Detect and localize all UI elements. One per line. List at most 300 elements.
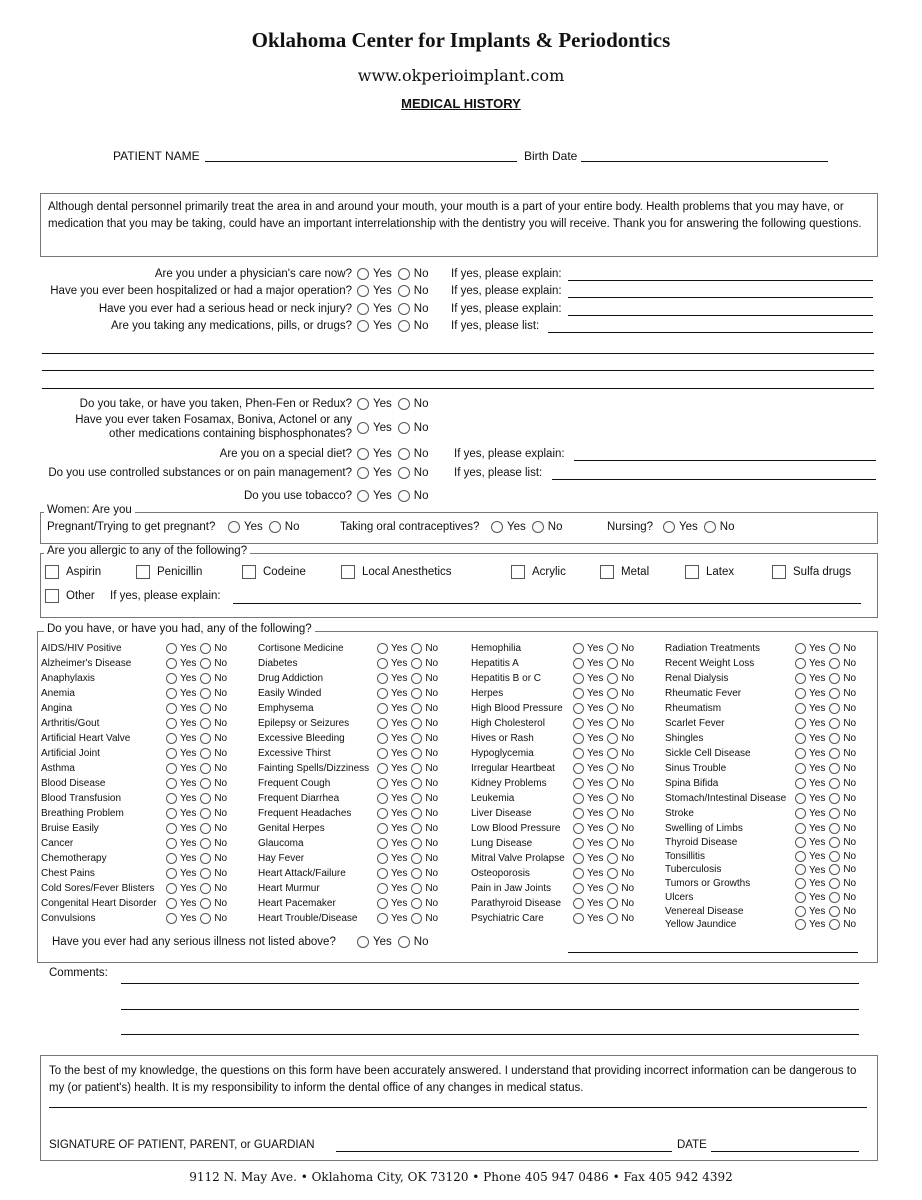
- oral-contraceptives-yes-radio[interactable]: [491, 521, 503, 533]
- condition-low-blood-pressure-yes-radio[interactable]: [573, 823, 584, 834]
- yes-label: Yes: [809, 850, 826, 862]
- allergy-sulfa-drugs[interactable]: [772, 565, 851, 579]
- condition-tumors-or-growths: Tumors or Growths: [665, 878, 751, 890]
- condition-irregular-heartbeat-no-radio[interactable]: [607, 763, 618, 774]
- condition-high-blood-pressure-no-radio[interactable]: [607, 703, 618, 714]
- yes-label: Yes: [809, 688, 826, 700]
- allergy-local-anesthetics[interactable]: [341, 565, 452, 579]
- question-2-no-radio[interactable]: [398, 285, 410, 297]
- condition-rheumatism: Rheumatism: [665, 703, 722, 714]
- condition-psychiatric-care-yes-radio[interactable]: [573, 913, 584, 924]
- condition-artificial-heart-valve-no-radio[interactable]: [200, 733, 211, 744]
- phen-fen-question-yes-radio[interactable]: [357, 398, 369, 410]
- condition-cortisone-medicine: Cortisone Medicine: [258, 643, 344, 654]
- allergy-penicillin[interactable]: [136, 565, 202, 579]
- condition-chest-pains-no-radio[interactable]: [200, 868, 211, 879]
- condition-genital-herpes-yes-no: [377, 823, 438, 834]
- condition-pain-in-jaw-joints-yes-radio[interactable]: [573, 883, 584, 894]
- condition-epilepsy-or-seizures-yes-no: [377, 718, 438, 729]
- condition-psychiatric-care: Psychiatric Care: [471, 913, 544, 924]
- yes-label: Yes: [587, 643, 604, 655]
- diet-answer-field[interactable]: [574, 460, 876, 461]
- condition-yellow-jaundice-yes-radio[interactable]: [795, 919, 806, 930]
- yes-label: Yes: [373, 303, 392, 316]
- condition-hypoglycemia-no-radio[interactable]: [607, 748, 618, 759]
- condition-congenital-heart-disorder-yes-radio[interactable]: [166, 898, 177, 909]
- no-label: No: [214, 643, 228, 655]
- condition-tuberculosis-no-radio[interactable]: [829, 864, 840, 875]
- diet-question-yes-no: [357, 448, 428, 460]
- condition-stroke-yes-radio[interactable]: [795, 808, 806, 819]
- allergy-other-label: Other: [66, 590, 95, 603]
- condition-parathyroid-disease-yes-radio[interactable]: [573, 898, 584, 909]
- question-4-no-radio[interactable]: [398, 320, 410, 332]
- condition-liver-disease-no-radio[interactable]: [607, 808, 618, 819]
- tobacco-question-no-radio[interactable]: [398, 490, 410, 502]
- allergy-other-field[interactable]: [233, 603, 861, 604]
- fosamax-question-no-radio[interactable]: [398, 422, 410, 434]
- condition-spina-bifida-yes-radio[interactable]: [795, 778, 806, 789]
- condition-heart-trouble-disease-no-radio[interactable]: [411, 913, 422, 924]
- condition-sickle-cell-disease-yes-radio[interactable]: [795, 748, 806, 759]
- condition-chemotherapy-yes-no: [166, 853, 227, 864]
- question-3-yes-no: [357, 303, 428, 315]
- condition-blood-disease-yes-radio[interactable]: [166, 778, 177, 789]
- condition-breathing-problem-yes-no: [166, 808, 227, 819]
- condition-artificial-heart-valve-yes-radio[interactable]: [166, 733, 177, 744]
- no-label: No: [214, 808, 228, 820]
- question-3-no-radio[interactable]: [398, 303, 410, 315]
- yes-label: Yes: [391, 778, 408, 790]
- condition-liver-disease-yes-radio[interactable]: [573, 808, 584, 819]
- condition-blood-disease-no-radio[interactable]: [200, 778, 211, 789]
- condition-ulcers-yes-radio[interactable]: [795, 892, 806, 903]
- condition-heart-murmur-no-radio[interactable]: [411, 883, 422, 894]
- yes-label: Yes: [587, 868, 604, 880]
- no-label: No: [843, 763, 857, 775]
- condition-arthritis-gout-no-radio[interactable]: [200, 718, 211, 729]
- condition-aids-hiv-positive-yes-radio[interactable]: [166, 643, 177, 654]
- condition-rheumatism-no-radio[interactable]: [829, 703, 840, 714]
- oral-contraceptives-question: Taking oral contraceptives?: [340, 521, 480, 533]
- condition-hepatitis-a-no-radio[interactable]: [607, 658, 618, 669]
- condition-mitral-valve-prolapse-yes-radio[interactable]: [573, 853, 584, 864]
- yes-label: Yes: [391, 853, 408, 865]
- question-2-yes-radio[interactable]: [357, 285, 369, 297]
- condition-chest-pains-yes-radio[interactable]: [166, 868, 177, 879]
- condition-swelling-of-limbs-no-radio[interactable]: [829, 823, 840, 834]
- condition-cold-sores-fever-blisters-no-radio[interactable]: [200, 883, 211, 894]
- question-3-yes-radio[interactable]: [357, 303, 369, 315]
- condition-heart-murmur-yes-radio[interactable]: [377, 883, 388, 894]
- no-label: No: [425, 748, 439, 760]
- medications-line-2[interactable]: [42, 370, 874, 371]
- condition-thyroid-disease-yes-radio[interactable]: [795, 837, 806, 848]
- condition-frequent-headaches-no-radio[interactable]: [411, 808, 422, 819]
- condition-chemotherapy-yes-radio[interactable]: [166, 853, 177, 864]
- other-illness-yes-radio[interactable]: [357, 936, 369, 948]
- condition-recent-weight-loss-yes-radio[interactable]: [795, 658, 806, 669]
- nursing-no-radio[interactable]: [704, 521, 716, 533]
- condition-heart-trouble-disease-yes-radio[interactable]: [377, 913, 388, 924]
- controlled-substances-question-yes-radio[interactable]: [357, 467, 369, 479]
- condition-genital-herpes-no-radio[interactable]: [411, 823, 422, 834]
- condition-excessive-thirst-yes-no: [377, 748, 438, 759]
- condition-aids-hiv-positive-no-radio[interactable]: [200, 643, 211, 654]
- allergy-other-checkbox[interactable]: [45, 589, 59, 603]
- yes-label: Yes: [391, 643, 408, 655]
- condition-anaphylaxis-no-radio[interactable]: [200, 673, 211, 684]
- condition-cortisone-medicine-yes-radio[interactable]: [377, 643, 388, 654]
- condition-artificial-joint-yes-radio[interactable]: [166, 748, 177, 759]
- condition-tonsillitis-yes-radio[interactable]: [795, 851, 806, 862]
- condition-parathyroid-disease-no-radio[interactable]: [607, 898, 618, 909]
- condition-easily-winded-yes-radio[interactable]: [377, 688, 388, 699]
- condition-convulsions-yes-radio[interactable]: [166, 913, 177, 924]
- condition-irregular-heartbeat-yes-radio[interactable]: [573, 763, 584, 774]
- condition-sinus-trouble-yes-radio[interactable]: [795, 763, 806, 774]
- allergy-acrylic-checkbox[interactable]: [511, 565, 525, 579]
- comments-line-3[interactable]: [121, 1034, 859, 1035]
- condition-frequent-cough-yes-no: [377, 778, 438, 789]
- allergy-latex[interactable]: [685, 565, 734, 579]
- yes-label: Yes: [180, 778, 197, 790]
- condition-heart-pacemaker-no-radio[interactable]: [411, 898, 422, 909]
- allergy-penicillin-checkbox[interactable]: [136, 565, 150, 579]
- condition-pain-in-jaw-joints-no-radio[interactable]: [607, 883, 618, 894]
- no-label: No: [843, 703, 857, 715]
- diet-question-yes-radio[interactable]: [357, 448, 369, 460]
- condition-hepatitis-a-yes-radio[interactable]: [573, 658, 584, 669]
- condition-shingles-no-radio[interactable]: [829, 733, 840, 744]
- condition-anemia-yes-radio[interactable]: [166, 688, 177, 699]
- condition-angina-yes-radio[interactable]: [166, 703, 177, 714]
- question-2-answer-field[interactable]: [568, 297, 873, 298]
- condition-blood-transfusion-no-radio[interactable]: [200, 793, 211, 804]
- no-label: No: [425, 718, 439, 730]
- yes-label: Yes: [587, 808, 604, 820]
- diet-question-no-radio[interactable]: [398, 448, 410, 460]
- condition-renal-dialysis-no-radio[interactable]: [829, 673, 840, 684]
- condition-shingles-yes-radio[interactable]: [795, 733, 806, 744]
- condition-convulsions-no-radio[interactable]: [200, 913, 211, 924]
- diet-question: Are you on a special diet?: [219, 448, 352, 460]
- condition-frequent-headaches-yes-radio[interactable]: [377, 808, 388, 819]
- condition-bruise-easily-no-radio[interactable]: [200, 823, 211, 834]
- condition-lung-disease-no-radio[interactable]: [607, 838, 618, 849]
- condition-alzheimer-s-disease-no-radio[interactable]: [200, 658, 211, 669]
- yes-label: Yes: [809, 718, 826, 730]
- condition-kidney-problems-yes-radio[interactable]: [573, 778, 584, 789]
- condition-osteoporosis: Osteoporosis: [471, 868, 530, 879]
- nursing-yes-radio[interactable]: [663, 521, 675, 533]
- condition-spina-bifida-no-radio[interactable]: [829, 778, 840, 789]
- comments-line-2[interactable]: [121, 1009, 859, 1010]
- condition-convulsions: Convulsions: [41, 913, 96, 924]
- yes-label: Yes: [507, 521, 526, 534]
- condition-stomach-intestinal-disease-no-radio[interactable]: [829, 793, 840, 804]
- yes-label: Yes: [391, 733, 408, 745]
- condition-herpes-yes-radio[interactable]: [573, 688, 584, 699]
- condition-chemotherapy-no-radio[interactable]: [200, 853, 211, 864]
- condition-artificial-joint-no-radio[interactable]: [200, 748, 211, 759]
- no-label: No: [425, 703, 439, 715]
- condition-mitral-valve-prolapse-no-radio[interactable]: [607, 853, 618, 864]
- condition-tumors-or-growths-yes-radio[interactable]: [795, 878, 806, 889]
- condition-fainting-spells-dizziness-yes-no: [377, 763, 438, 774]
- no-label: No: [425, 733, 439, 745]
- condition-high-blood-pressure-yes-radio[interactable]: [573, 703, 584, 714]
- condition-cancer-yes-radio[interactable]: [166, 838, 177, 849]
- no-label: No: [621, 643, 635, 655]
- condition-yellow-jaundice-no-radio[interactable]: [829, 919, 840, 930]
- condition-heart-attack-failure-yes-radio[interactable]: [377, 868, 388, 879]
- fosamax-question-line2: other medications containing bisphosphonates?: [109, 428, 352, 440]
- condition-arthritis-gout-yes-radio[interactable]: [166, 718, 177, 729]
- condition-heart-pacemaker-yes-radio[interactable]: [377, 898, 388, 909]
- condition-sinus-trouble-no-radio[interactable]: [829, 763, 840, 774]
- allergy-metal[interactable]: [600, 565, 649, 579]
- question-3: Have you ever had a serious head or neck injury?: [98, 303, 352, 315]
- condition-radiation-treatments-no-radio[interactable]: [829, 643, 840, 654]
- yes-label: Yes: [391, 688, 408, 700]
- allergy-aspirin[interactable]: [45, 565, 101, 579]
- condition-breathing-problem-no-radio[interactable]: [200, 808, 211, 819]
- condition-epilepsy-or-seizures-yes-radio[interactable]: [377, 718, 388, 729]
- condition-easily-winded-no-radio[interactable]: [411, 688, 422, 699]
- condition-angina-no-radio[interactable]: [200, 703, 211, 714]
- yes-label: Yes: [180, 763, 197, 775]
- condition-liver-disease-yes-no: [573, 808, 634, 819]
- condition-excessive-thirst-yes-radio[interactable]: [377, 748, 388, 759]
- question-1-no-radio[interactable]: [398, 268, 410, 280]
- yes-label: Yes: [391, 658, 408, 670]
- allergy-acrylic[interactable]: [511, 565, 566, 579]
- condition-recent-weight-loss-no-radio[interactable]: [829, 658, 840, 669]
- condition-emphysema-no-radio[interactable]: [411, 703, 422, 714]
- condition-blood-transfusion: Blood Transfusion: [41, 793, 122, 804]
- condition-renal-dialysis-yes-radio[interactable]: [795, 673, 806, 684]
- condition-emphysema-yes-radio[interactable]: [377, 703, 388, 714]
- no-label: No: [843, 850, 857, 862]
- condition-hepatitis-b-or-c-no-radio[interactable]: [607, 673, 618, 684]
- condition-bruise-easily-yes-radio[interactable]: [166, 823, 177, 834]
- oral-contraceptives-no-radio[interactable]: [532, 521, 544, 533]
- allergy-local-anesthetics-checkbox[interactable]: [341, 565, 355, 579]
- condition-swelling-of-limbs-yes-radio[interactable]: [795, 823, 806, 834]
- pregnant-yes-radio[interactable]: [228, 521, 240, 533]
- condition-blood-transfusion-yes-radio[interactable]: [166, 793, 177, 804]
- condition-leukemia-no-radio[interactable]: [607, 793, 618, 804]
- no-label: No: [413, 936, 429, 949]
- condition-excessive-bleeding-yes-radio[interactable]: [377, 733, 388, 744]
- birth-date-field[interactable]: [581, 161, 828, 162]
- allergy-latex-label: Latex: [706, 566, 735, 579]
- yes-label: Yes: [809, 778, 826, 790]
- no-label: No: [425, 763, 439, 775]
- condition-bruise-easily-yes-no: [166, 823, 227, 834]
- question-2-follow-label: If yes, please explain:: [451, 285, 562, 297]
- condition-hives-or-rash-yes-radio[interactable]: [573, 733, 584, 744]
- condition-tuberculosis-yes-radio[interactable]: [795, 864, 806, 875]
- condition-chemotherapy: Chemotherapy: [41, 853, 107, 864]
- allergy-metal-label: Metal: [621, 566, 650, 579]
- condition-heart-pacemaker: Heart Pacemaker: [258, 898, 336, 909]
- tobacco-question-yes-radio[interactable]: [357, 490, 369, 502]
- question-4-yes-radio[interactable]: [357, 320, 369, 332]
- signature-field[interactable]: [336, 1151, 672, 1152]
- condition-herpes-no-radio[interactable]: [607, 688, 618, 699]
- no-label: No: [621, 778, 635, 790]
- no-label: No: [621, 808, 635, 820]
- condition-high-cholesterol-no-radio[interactable]: [607, 718, 618, 729]
- condition-anemia-no-radio[interactable]: [200, 688, 211, 699]
- condition-hemophilia-yes-radio[interactable]: [573, 643, 584, 654]
- allergy-aspirin-checkbox[interactable]: [45, 565, 59, 579]
- condition-osteoporosis-no-radio[interactable]: [607, 868, 618, 879]
- condition-heart-attack-failure-no-radio[interactable]: [411, 868, 422, 879]
- yes-label: Yes: [180, 868, 197, 880]
- condition-diabetes-yes-radio[interactable]: [377, 658, 388, 669]
- yes-label: Yes: [180, 703, 197, 715]
- condition-anaphylaxis-yes-radio[interactable]: [166, 673, 177, 684]
- condition-alzheimer-s-disease-yes-radio[interactable]: [166, 658, 177, 669]
- medications-line-1[interactable]: [42, 353, 874, 354]
- condition-tumors-or-growths-no-radio[interactable]: [829, 878, 840, 889]
- medications-line-3[interactable]: [42, 388, 874, 389]
- allergy-other[interactable]: [45, 589, 95, 603]
- pregnant-no-radio[interactable]: [269, 521, 281, 533]
- condition-hay-fever-no-radio[interactable]: [411, 853, 422, 864]
- condition-rheumatic-fever-no-radio[interactable]: [829, 688, 840, 699]
- condition-osteoporosis-yes-radio[interactable]: [573, 868, 584, 879]
- condition-low-blood-pressure-no-radio[interactable]: [607, 823, 618, 834]
- date-field[interactable]: [711, 1151, 859, 1152]
- condition-fainting-spells-dizziness-yes-radio[interactable]: [377, 763, 388, 774]
- yes-label: Yes: [587, 658, 604, 670]
- condition-sickle-cell-disease-no-radio[interactable]: [829, 748, 840, 759]
- no-label: No: [425, 823, 439, 835]
- comments-line-1[interactable]: [121, 983, 859, 984]
- condition-frequent-cough-no-radio[interactable]: [411, 778, 422, 789]
- condition-stroke-no-radio[interactable]: [829, 808, 840, 819]
- patient-name-field[interactable]: [205, 161, 517, 162]
- condition-cancer-no-radio[interactable]: [200, 838, 211, 849]
- allergy-codeine-checkbox[interactable]: [242, 565, 256, 579]
- condition-hay-fever-yes-radio[interactable]: [377, 853, 388, 864]
- question-4-answer-field[interactable]: [548, 332, 873, 333]
- condition-frequent-diarrhea-no-radio[interactable]: [411, 793, 422, 804]
- condition-tonsillitis-no-radio[interactable]: [829, 851, 840, 862]
- condition-leukemia-yes-radio[interactable]: [573, 793, 584, 804]
- fosamax-question-yes-radio[interactable]: [357, 422, 369, 434]
- controlled-substances-question-no-radio[interactable]: [398, 467, 410, 479]
- condition-asthma-no-radio[interactable]: [200, 763, 211, 774]
- condition-fainting-spells-dizziness-no-radio[interactable]: [411, 763, 422, 774]
- condition-drug-addiction-yes-radio[interactable]: [377, 673, 388, 684]
- condition-epilepsy-or-seizures-no-radio[interactable]: [411, 718, 422, 729]
- condition-excessive-bleeding-no-radio[interactable]: [411, 733, 422, 744]
- allergy-sulfa-drugs-checkbox[interactable]: [772, 565, 786, 579]
- condition-rheumatism-yes-radio[interactable]: [795, 703, 806, 714]
- condition-shingles: Shingles: [665, 733, 704, 744]
- question-1-yes-radio[interactable]: [357, 268, 369, 280]
- condition-asthma-yes-radio[interactable]: [166, 763, 177, 774]
- condition-venereal-disease-no-radio[interactable]: [829, 906, 840, 917]
- allergy-metal-checkbox[interactable]: [600, 565, 614, 579]
- condition-glaucoma-yes-radio[interactable]: [377, 838, 388, 849]
- condition-hives-or-rash-yes-no: [573, 733, 634, 744]
- no-label: No: [413, 285, 429, 298]
- allergy-codeine[interactable]: [242, 565, 306, 579]
- condition-ulcers-yes-no: [795, 892, 856, 903]
- condition-diabetes-no-radio[interactable]: [411, 658, 422, 669]
- condition-hepatitis-b-or-c-yes-radio[interactable]: [573, 673, 584, 684]
- yes-label: Yes: [373, 448, 392, 461]
- condition-kidney-problems-no-radio[interactable]: [607, 778, 618, 789]
- no-label: No: [425, 778, 439, 790]
- condition-rheumatic-fever-yes-radio[interactable]: [795, 688, 806, 699]
- no-label: No: [214, 733, 228, 745]
- condition-hemophilia-no-radio[interactable]: [607, 643, 618, 654]
- condition-genital-herpes-yes-radio[interactable]: [377, 823, 388, 834]
- condition-hemophilia-yes-no: [573, 643, 634, 654]
- condition-cold-sores-fever-blisters-yes-radio[interactable]: [166, 883, 177, 894]
- condition-stomach-intestinal-disease-yes-radio[interactable]: [795, 793, 806, 804]
- condition-drug-addiction-no-radio[interactable]: [411, 673, 422, 684]
- condition-lung-disease-yes-radio[interactable]: [573, 838, 584, 849]
- condition-frequent-diarrhea-yes-radio[interactable]: [377, 793, 388, 804]
- condition-congenital-heart-disorder-no-radio[interactable]: [200, 898, 211, 909]
- condition-hives-or-rash-no-radio[interactable]: [607, 733, 618, 744]
- condition-cortisone-medicine-no-radio[interactable]: [411, 643, 422, 654]
- condition-swelling-of-limbs: Swelling of Limbs: [665, 823, 743, 834]
- condition-artificial-joint: Artificial Joint: [41, 748, 100, 759]
- condition-high-cholesterol-yes-radio[interactable]: [573, 718, 584, 729]
- condition-scarlet-fever-no-radio[interactable]: [829, 718, 840, 729]
- condition-diabetes-yes-no: [377, 658, 438, 669]
- condition-high-blood-pressure: High Blood Pressure: [471, 703, 563, 714]
- no-label: No: [621, 838, 635, 850]
- condition-hypoglycemia-yes-radio[interactable]: [573, 748, 584, 759]
- question-1-yes-no: [357, 268, 428, 280]
- condition-excessive-thirst-no-radio[interactable]: [411, 748, 422, 759]
- no-label: No: [214, 793, 228, 805]
- condition-radiation-treatments-yes-radio[interactable]: [795, 643, 806, 654]
- allergy-latex-checkbox[interactable]: [685, 565, 699, 579]
- oral-contraceptives-yes-no: [491, 521, 562, 533]
- signature-label: SIGNATURE OF PATIENT, PARENT, or GUARDIAN: [49, 1139, 315, 1151]
- other-illness-field[interactable]: [568, 952, 858, 953]
- no-label: No: [284, 521, 300, 534]
- phen-fen-question-no-radio[interactable]: [398, 398, 410, 410]
- yes-label: Yes: [587, 673, 604, 685]
- condition-frequent-cough-yes-radio[interactable]: [377, 778, 388, 789]
- condition-thyroid-disease-no-radio[interactable]: [829, 837, 840, 848]
- no-label: No: [413, 268, 429, 281]
- condition-breathing-problem-yes-radio[interactable]: [166, 808, 177, 819]
- condition-psychiatric-care-no-radio[interactable]: [607, 913, 618, 924]
- condition-venereal-disease-yes-radio[interactable]: [795, 906, 806, 917]
- condition-ulcers-no-radio[interactable]: [829, 892, 840, 903]
- condition-scarlet-fever-yes-radio[interactable]: [795, 718, 806, 729]
- question-1-answer-field[interactable]: [568, 280, 873, 281]
- controlled-answer-field[interactable]: [552, 479, 876, 480]
- question-3-answer-field[interactable]: [568, 315, 873, 316]
- other-illness-no-radio[interactable]: [398, 936, 410, 948]
- condition-congenital-heart-disorder-yes-no: [166, 898, 227, 909]
- condition-glaucoma-no-radio[interactable]: [411, 838, 422, 849]
